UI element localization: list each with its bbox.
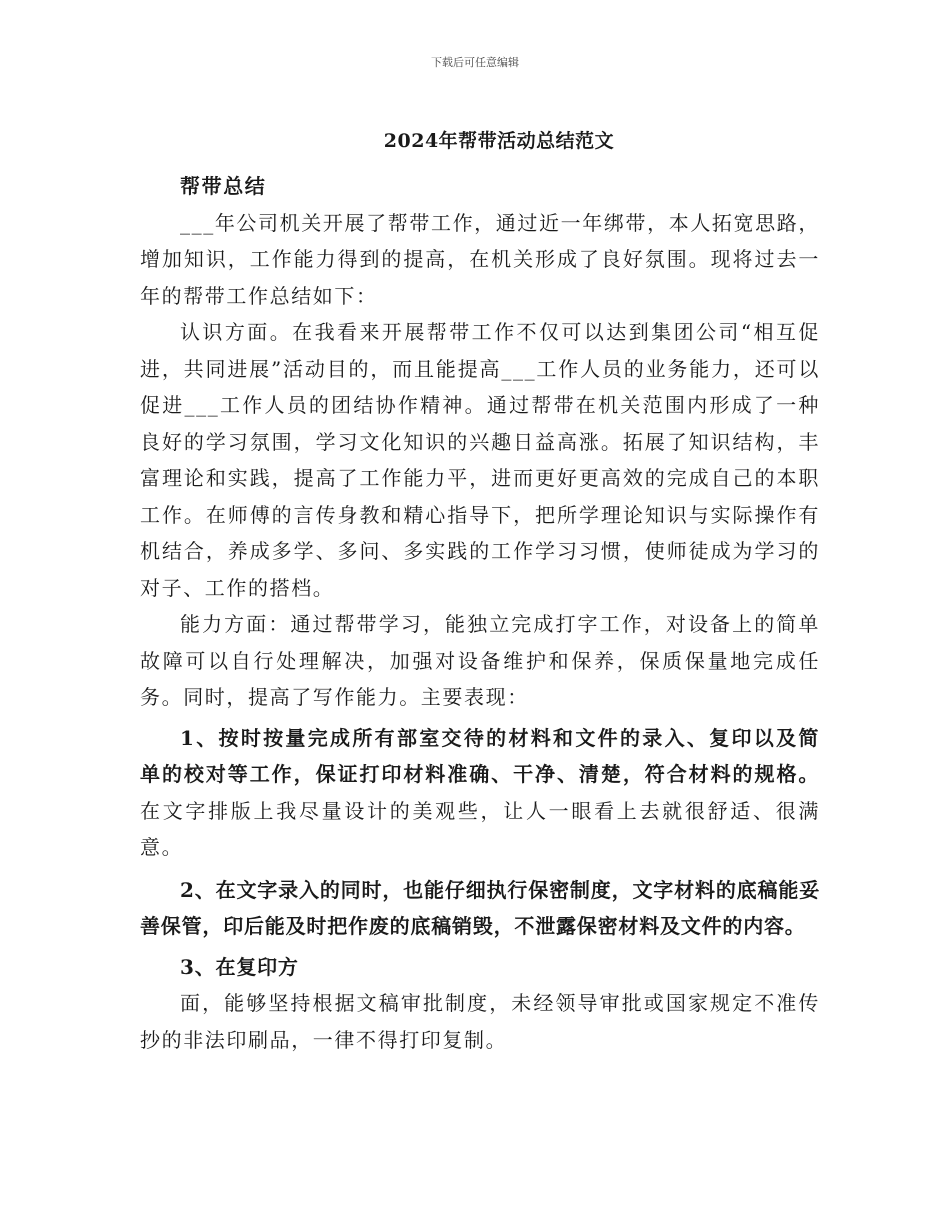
- list-item-2: 2、在文字录入的同时，也能仔细执行保密制度，文字材料的底稿能妥善保管，印后能及时把作废的底稿销毁，不泄露保密材料及文件的内容。: [140, 877, 820, 938]
- paragraph-intro: ___年公司机关开展了帮带工作，通过近一年绑带，本人拓宽思路，增加知识，工作能力得到的提高，在机关形成了良好氛围。现将过去一年的帮带工作总结如下：: [140, 210, 820, 308]
- paragraph-awareness: 认识方面。在我看来开展帮带工作不仅可以达到集团公司“相互促进，共同进展”活动目的，而且能提高___工作人员的业务能力，还可以促进___工作人员的团结协作精神。通过帮带在机关范围内形成了一种良好的学习氛围，学习文化知识的兴趣日益高涨。拓展了知识结构，丰富理论和实践，提高了工作能力平，进而更好更高效的完成自己的本职工作。在师傅的言传身教和精心指导下，把所学理论知识与实际操作有机结合，养成多学、多问、多实践的工作学习习惯，使师徒成为学习的对子、工作的搭档。: [140, 320, 820, 600]
- page-header: 下载后可任意编辑: [431, 56, 519, 69]
- section-title: 帮带总结: [180, 174, 267, 198]
- list-item-1: [140, 720, 820, 866]
- list-item-1-bold: 1、按时按量完成所有部室交待的材料和文件的录入、复印以及简单的校对等工作，保证打印材料准确、干净、清楚，符合材料的规格。: [140, 725, 820, 786]
- list-item-3: 3、在复印方: [180, 954, 299, 979]
- paragraph-ability: 能力方面：通过帮带学习，能独立完成打字工作，对设备上的简单故障可以自行处理解决，加强对设备维护和保养，保质保量地完成任务。同时，提高了写作能力。主要表现：: [140, 612, 820, 709]
- list-item-3-continued: 面，能够坚持根据文稿审批制度，未经领导审批或国家规定不准传抄的非法印刷品，一律不得打印复制。: [140, 991, 820, 1052]
- list-item-1-rest: 在文字排版上我尽量设计的美观些，让人一眼看上去就很舒适、很满意。: [140, 798, 820, 859]
- document-body: [140, 168, 820, 1058]
- document-title: 2024年帮带活动总结范文: [383, 130, 615, 152]
